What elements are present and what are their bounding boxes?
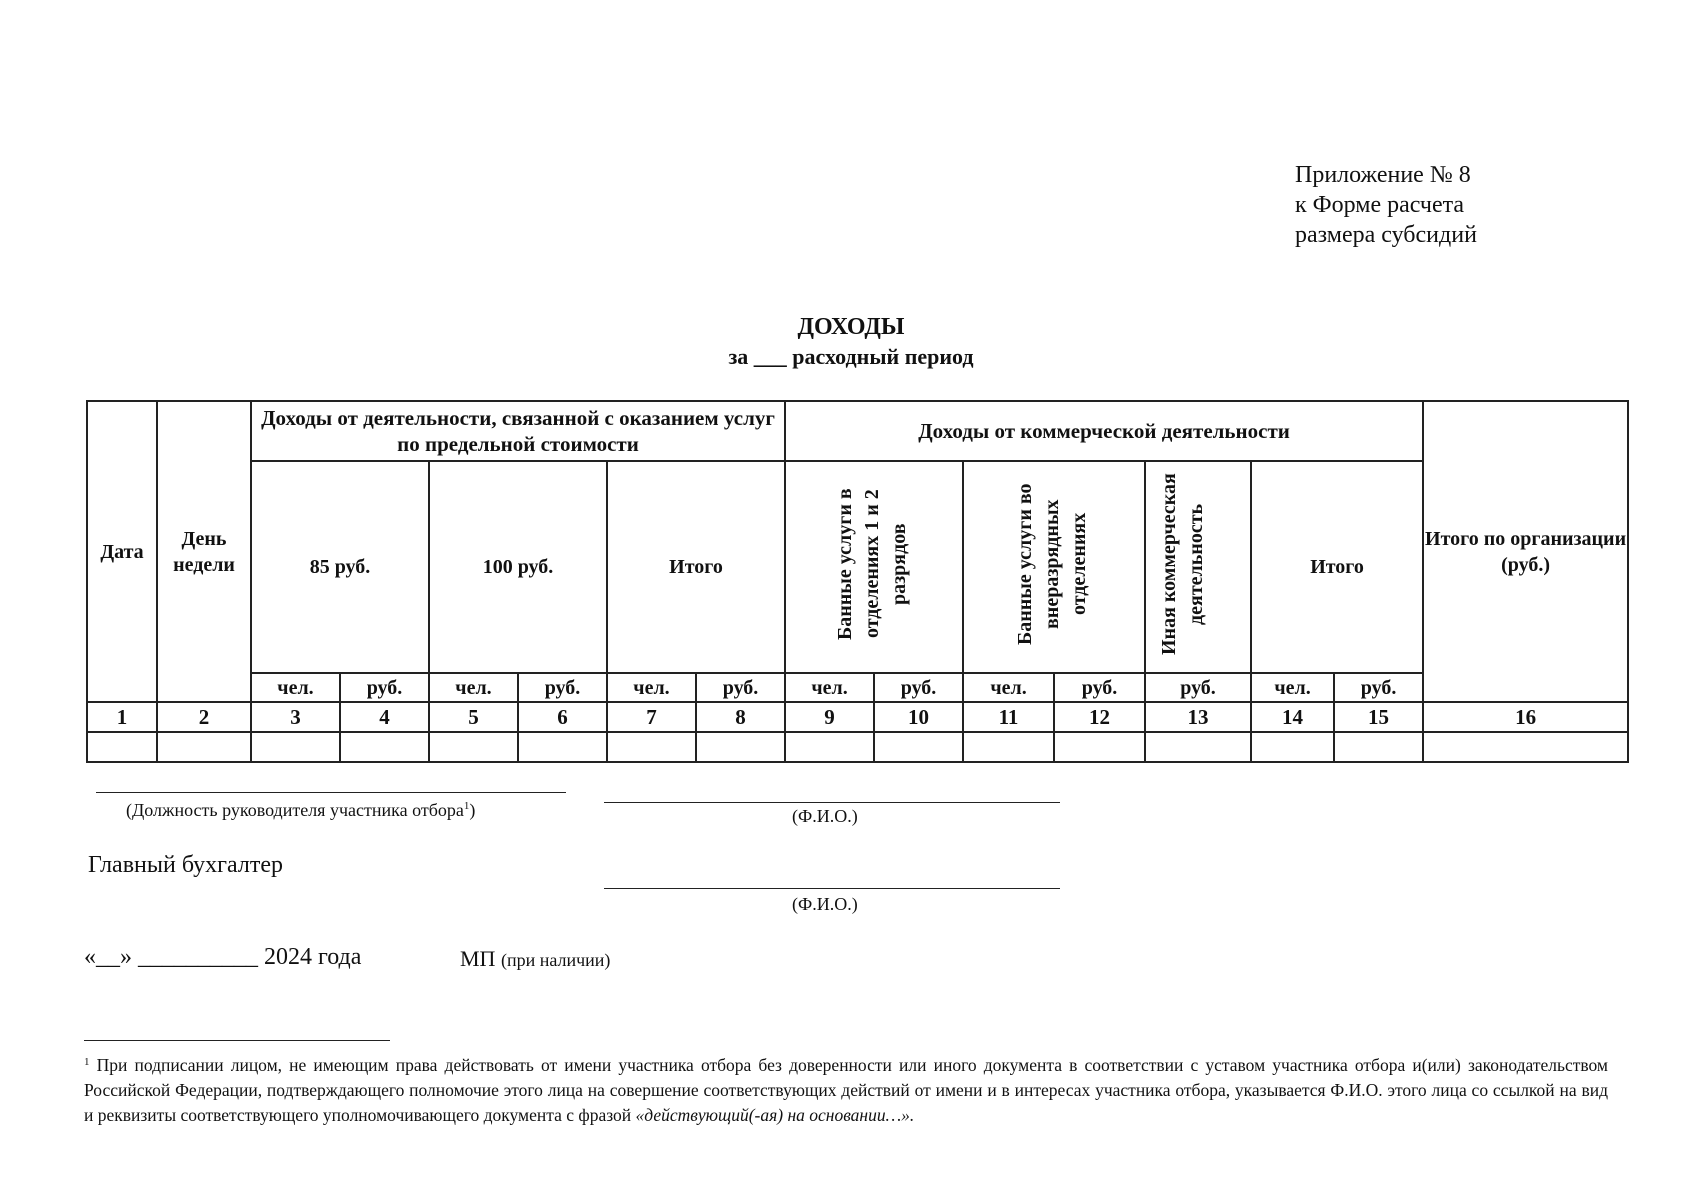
unit-cell: руб. (1145, 673, 1251, 702)
footnote (84, 1050, 1608, 1128)
column-number: 3 (251, 702, 340, 732)
fio-label-2: (Ф.И.О.) (792, 894, 858, 914)
header-row-units (87, 673, 1628, 702)
column-number: 14 (1251, 702, 1334, 732)
header-row-groups (87, 401, 1628, 461)
header-other-commercial-label: Иная коммерческая деятельность (1158, 472, 1208, 655)
header-other-commercial (1145, 461, 1251, 673)
unit-cell: руб. (696, 673, 785, 702)
column-number: 6 (518, 702, 607, 732)
header-group-limit-price: Доходы от деятельности, связанной с оказанием услуг по предельной стоимости (251, 401, 785, 461)
table-cell[interactable] (785, 732, 874, 762)
table-cell[interactable] (429, 732, 518, 762)
unit-cell: чел. (251, 673, 340, 702)
unit-cell: руб. (340, 673, 429, 702)
footnote-mark: 1 (84, 1056, 90, 1068)
table-cell[interactable] (696, 732, 785, 762)
table-cell[interactable] (1423, 732, 1628, 762)
date-field[interactable]: «__» __________ 2024 года (84, 944, 362, 970)
position-label: (Должность руководителя участника отбора$^1$) (126, 800, 476, 820)
column-number: 13 (1145, 702, 1251, 732)
table-cell[interactable] (874, 732, 963, 762)
table-cell[interactable] (963, 732, 1054, 762)
column-number: 2 (157, 702, 251, 732)
table-cell[interactable] (1334, 732, 1423, 762)
appendix-line-2: к Форме расчета (1295, 192, 1465, 218)
unit-cell: чел. (429, 673, 518, 702)
table-cell[interactable] (1145, 732, 1251, 762)
table-cell[interactable] (87, 732, 157, 762)
stamp-note: (при наличии) (500, 950, 611, 970)
stamp-label (460, 946, 610, 972)
column-number: 8 (696, 702, 785, 732)
header-bath-services-extra-label: Банные услуги во внеразрядных отделениях (1014, 482, 1091, 645)
unit-cell: руб. (874, 673, 963, 702)
appendix-reference (1295, 160, 1477, 250)
header-85-rub: 85 руб. (251, 461, 429, 673)
header-bath-services-1-2-label: Банные услуги в отделениях 1 и 2 разрядов (834, 487, 911, 640)
table-cell[interactable] (1251, 732, 1334, 762)
column-numbers-row (87, 702, 1628, 732)
column-number: 4 (340, 702, 429, 732)
header-100-rub: 100 руб. (429, 461, 607, 673)
footnote-separator (84, 1040, 390, 1041)
chief-accountant-label: Главный бухгалтер (88, 852, 283, 878)
column-number: 16 (1423, 702, 1628, 732)
table-cell[interactable] (340, 732, 429, 762)
fio-signature-line-1[interactable] (604, 802, 1060, 803)
unit-cell: руб. (518, 673, 607, 702)
income-table (86, 400, 1629, 763)
table-cell[interactable] (157, 732, 251, 762)
fio-label-1: (Ф.И.О.) (792, 806, 858, 826)
document-title: ДОХОДЫ (797, 314, 905, 340)
column-number: 11 (963, 702, 1054, 732)
header-row-subgroups (87, 461, 1628, 673)
position-signature-line[interactable] (96, 792, 566, 793)
header-commercial-total: Итого (1251, 461, 1423, 673)
header-total-organization: Итого по организации (руб.) (1423, 401, 1628, 702)
unit-cell: чел. (963, 673, 1054, 702)
column-number: 15 (1334, 702, 1423, 732)
column-number: 7 (607, 702, 696, 732)
header-date: Дата (87, 401, 157, 702)
table-cell[interactable] (251, 732, 340, 762)
header-limit-total: Итого (607, 461, 785, 673)
position-label-text: (Должность руководителя участника отбора (126, 800, 464, 820)
footnote-text: При подписании лицом, не имеющим права действовать от имени участника отбора без доверенности или иного документа в соответствии с уставом участника отбора и(или) законодательством Российской Федерации, подтверждающего полномочие этого лица на совершение соответствующих действий от имени и в интересах участника отбора, указывается Ф.И.О. этого лица со ссылкой на вид и реквизиты соответствующего уполномочивающего документа с фразой (84, 1055, 1608, 1125)
fio-signature-line-2[interactable] (604, 888, 1060, 889)
header-bath-services-1-2 (785, 461, 963, 673)
stamp-main: МП (460, 946, 496, 971)
unit-cell: руб. (1054, 673, 1145, 702)
unit-cell: чел. (607, 673, 696, 702)
appendix-line-1: Приложение № 8 (1295, 162, 1471, 188)
footnote-quote: «действующий(-ая) на основании…». (635, 1105, 915, 1125)
unit-cell: чел. (785, 673, 874, 702)
empty-data-row (87, 732, 1628, 762)
column-number: 9 (785, 702, 874, 732)
document-subtitle: за ___ расходный период (728, 344, 974, 369)
table-cell[interactable] (607, 732, 696, 762)
column-number: 5 (429, 702, 518, 732)
column-number: 10 (874, 702, 963, 732)
unit-cell: чел. (1251, 673, 1334, 702)
column-number: 1 (87, 702, 157, 732)
header-bath-services-extra (963, 461, 1145, 673)
table-cell[interactable] (1054, 732, 1145, 762)
column-number: 12 (1054, 702, 1145, 732)
table-cell[interactable] (518, 732, 607, 762)
unit-cell: руб. (1334, 673, 1423, 702)
footnote-reference: 1 (463, 800, 470, 812)
header-group-commercial: Доходы от коммерческой деятельности (785, 401, 1423, 461)
appendix-line-3: размера субсидий (1295, 222, 1477, 248)
header-weekday: День недели (157, 401, 251, 702)
